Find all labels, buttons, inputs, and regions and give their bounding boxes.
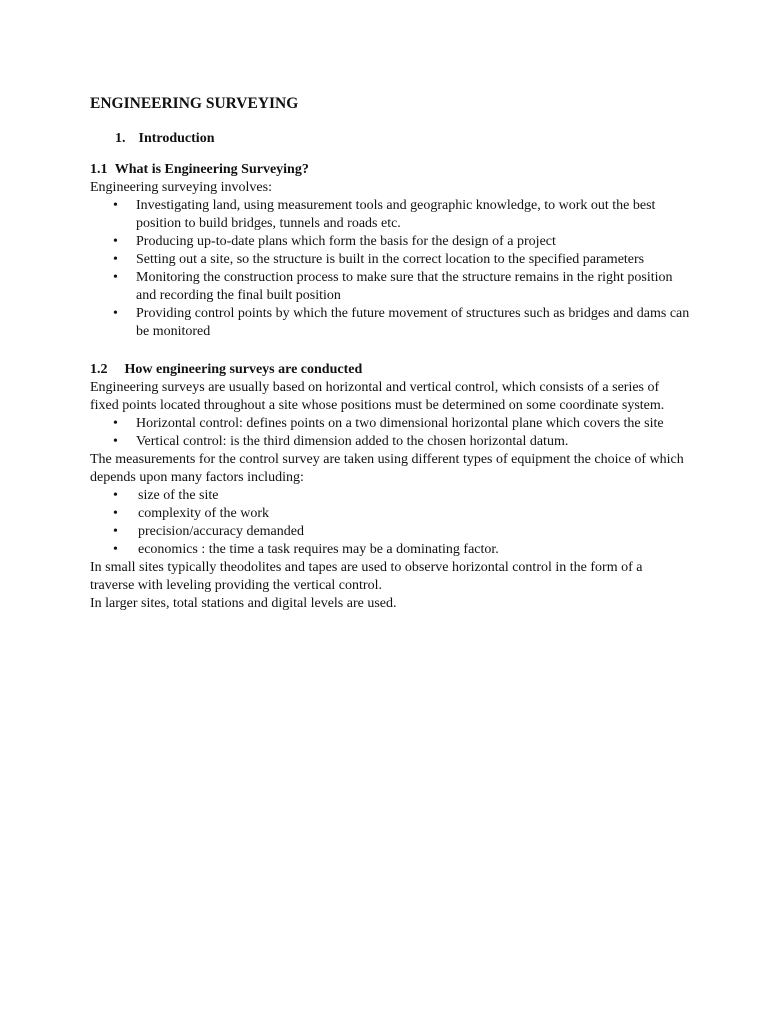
intro-paragraph: Engineering surveying involves: xyxy=(90,180,272,195)
section-heading-introduction xyxy=(90,130,690,148)
subsection-title: How engineering surveys are conducted xyxy=(124,362,363,377)
list-item xyxy=(90,233,690,251)
subsection-heading-what-is xyxy=(90,161,690,179)
list-item-text: Horizontal control: defines points on a two dimensional horizontal plane which covers the site xyxy=(136,416,664,431)
list-item xyxy=(90,433,690,451)
bullet-icon: • xyxy=(113,198,118,213)
list-item xyxy=(90,305,690,341)
list-item-text: size of the site xyxy=(138,488,219,503)
list-item xyxy=(90,197,690,233)
control-paragraph: Engineering surveys are usually based on horizontal and vertical control, which consists of a series of fixed points located throughout a site whose positions must be determined on some coordinate system. xyxy=(90,380,665,413)
list-item xyxy=(90,505,690,523)
section-title: Introduction xyxy=(138,131,215,146)
bullet-icon: • xyxy=(113,270,118,285)
factors-list xyxy=(90,487,690,559)
list-item-text: Vertical control: is the third dimension added to the chosen horizontal datum. xyxy=(136,434,569,449)
section-number: 1. xyxy=(115,131,126,146)
list-item xyxy=(90,487,690,505)
list-item-text: Producing up-to-date plans which form the basis for the design of a project xyxy=(136,234,556,249)
list-item xyxy=(90,523,690,541)
list-item-text: Investigating land, using measurement tools and geographic knowledge, to work out the best position to build bridges, tunnels and roads etc. xyxy=(136,198,656,231)
small-sites-paragraph: In small sites typically theodolites and tapes are used to observe horizontal control in the form of a traverse with leveling providing the vertical control. xyxy=(90,560,643,593)
list-item-text: complexity of the work xyxy=(138,506,270,521)
list-item-text: Monitoring the construction process to make sure that the structure remains in the right position and recording the final built position xyxy=(136,270,673,303)
list-item xyxy=(90,269,690,305)
involves-list xyxy=(90,197,690,341)
subsection-number: 1.1 xyxy=(90,162,108,177)
bullet-icon: • xyxy=(113,306,118,321)
document-title: ENGINEERING SURVEYING xyxy=(90,95,299,112)
list-item-text: economics : the time a task requires may be a dominating factor. xyxy=(138,542,499,557)
equipment-paragraph: The measurements for the control survey are taken using different types of equipment the choice of which depends upon many factors including: xyxy=(90,452,684,485)
bullet-icon: • xyxy=(113,234,118,249)
control-list xyxy=(90,415,690,451)
bullet-icon: • xyxy=(113,416,118,431)
list-item xyxy=(90,415,690,433)
list-item xyxy=(90,541,690,559)
list-item-text: precision/accuracy demanded xyxy=(138,524,304,539)
list-item-text: Providing control points by which the future movement of structures such as bridges and dams can be monitored xyxy=(136,306,690,339)
bullet-icon: • xyxy=(113,542,118,557)
subsection-heading-how-conducted xyxy=(90,361,690,379)
list-item-text: Setting out a site, so the structure is built in the correct location to the specified parameters xyxy=(136,252,645,267)
bullet-icon: • xyxy=(113,524,118,539)
list-item xyxy=(90,251,690,269)
bullet-icon: • xyxy=(113,252,118,267)
larger-sites-paragraph: In larger sites, total stations and digital levels are used. xyxy=(90,596,397,611)
section-spacer xyxy=(90,341,690,361)
subsection-title: What is Engineering Surveying? xyxy=(114,162,309,177)
bullet-icon: • xyxy=(113,434,118,449)
bullet-icon: • xyxy=(113,488,118,503)
bullet-icon: • xyxy=(113,506,118,521)
document-page xyxy=(90,94,690,613)
subsection-number: 1.2 xyxy=(90,362,108,377)
